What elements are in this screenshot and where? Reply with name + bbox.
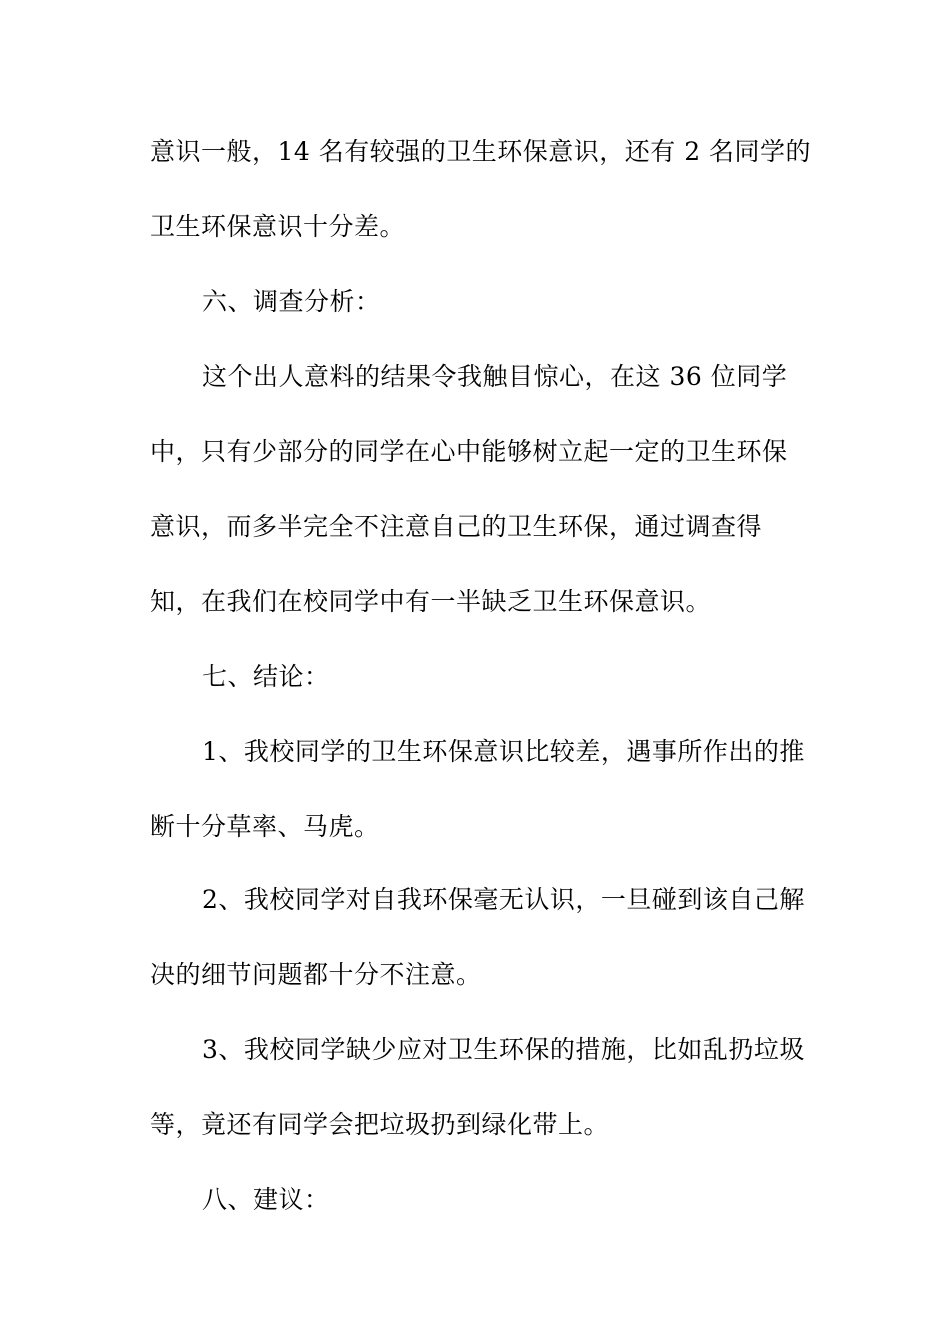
paragraph-line: 卫生环保意识十分差。 <box>150 212 406 241</box>
section-heading-analysis: 六、调查分析： <box>202 287 381 316</box>
paragraph-line: 知，在我们在校同学中有一半缺乏卫生环保意识。 <box>150 587 712 616</box>
list-item-line: 1、我校同学的卫生环保意识比较差，遇事所作出的推 <box>202 737 805 766</box>
paragraph-line: 意识一般，14 名有较强的卫生环保意识，还有 2 名同学的 <box>150 137 812 166</box>
list-item-line: 3、我校同学缺少应对卫生环保的措施，比如乱扔垃圾 <box>202 1035 805 1064</box>
list-item-line: 等，竟还有同学会把垃圾扔到绿化带上。 <box>150 1110 610 1139</box>
list-item-line: 2、我校同学对自我环保毫无认识，一旦碰到该自己解 <box>202 885 805 914</box>
list-item-line: 断十分草率、马虎。 <box>150 812 380 841</box>
paragraph-line: 中，只有少部分的同学在心中能够树立起一定的卫生环保 <box>150 437 788 466</box>
section-heading-conclusion: 七、结论： <box>202 662 330 691</box>
list-item-line: 决的细节问题都十分不注意。 <box>150 960 482 989</box>
paragraph-line: 这个出人意料的结果令我触目惊心，在这 36 位同学 <box>202 362 788 391</box>
section-heading-suggestions: 八、建议： <box>202 1185 330 1214</box>
paragraph-line: 意识，而多半完全不注意自己的卫生环保，通过调查得 <box>150 512 763 541</box>
